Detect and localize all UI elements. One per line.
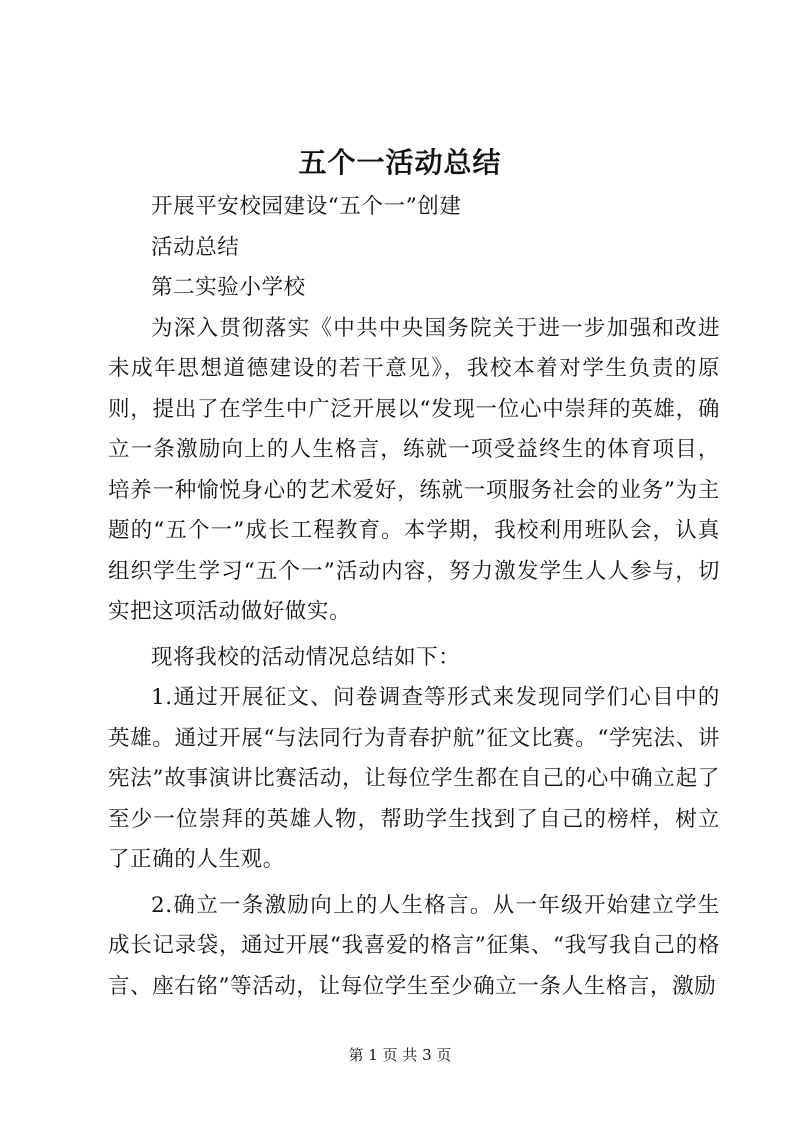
paragraph-subtitle-line1: 开展平安校园建设“五个一”创建	[151, 194, 462, 219]
paragraph-item-1: 1.通过开展征文、问卷调查等形式来发现同学们心目中的英雄。通过开展“与法同行为青春护航”征文比赛。“学宪法、讲宪法”故事演讲比赛活动，让每位学生都在自己的心中确立起了至少一位崇拜的英雄人物，帮助学生找到了自己的榜样，树立了正确的人生观。	[108, 685, 720, 872]
document-title: 五个一活动总结	[298, 146, 502, 179]
paragraph-subtitle-line2: 活动总结	[151, 234, 240, 260]
paragraph-item-2: 2.确立一条激励向上的人生格言。从一年级开始建立学生成长记录袋，通过开展“我喜爱的格言”征集、“我写我自己的格言、座右铭”等活动，让每位学生至少确立一条人生格言，激励	[108, 892, 720, 999]
document-body	[108, 187, 720, 1007]
page-footer: 第 1 页 共 3 页	[348, 1046, 452, 1064]
paragraph-school-name: 第二实验小学校	[151, 275, 306, 300]
paragraph-summary-lead: 现将我校的活动情况总结如下：	[151, 644, 461, 670]
paragraph-intro: 为深入贯彻落实《中共中央国务院关于进一步加强和改进未成年思想道德建设的若干意见》，我校本着对学生负责的原则，提出了在学生中广泛开展以“发现一位心中崇拜的英雄，确立一条激励向上的人生格言，练就一项受益终生的体育项目，培养一种愉悦身心的艺术爱好，练就一项服务社会的业务”为主题的“五个一”成长工程教育。本学期，我校利用班队会，认真组织学生学习“五个一”活动内容，努力激发学生人人参与，切实把这项活动做好做实。	[108, 315, 720, 624]
